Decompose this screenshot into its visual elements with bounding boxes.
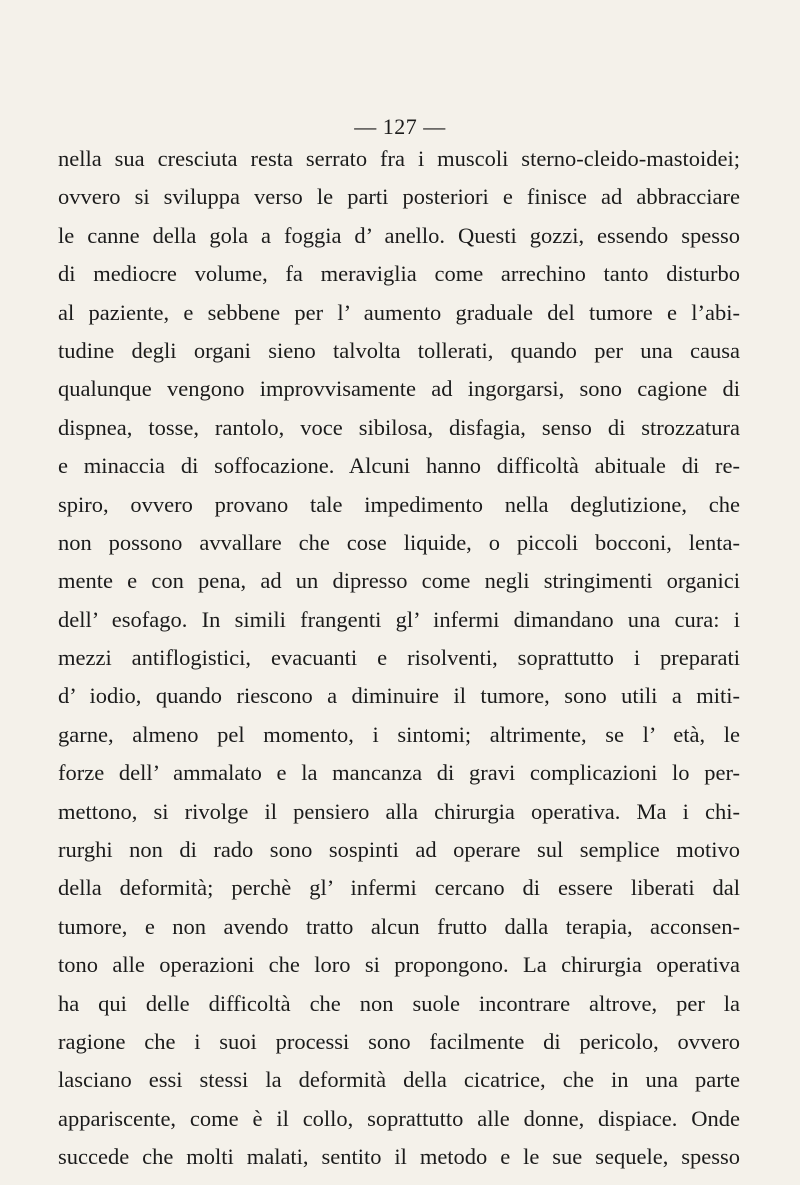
page-number: — 127 —	[354, 114, 446, 139]
text-line: ragione che i suoi processi sono facilmente di pericolo, ovvero	[58, 1028, 740, 1054]
text-line: qualunque vengono improvvisamente ad ingorgarsi, sono cagione di	[58, 376, 740, 402]
text-line: al paziente, e sebbene per l’ aumento graduale del tumore e l’abi-	[58, 299, 740, 325]
text-line: non possono avvallare che cose liquide, o piccoli bocconi, lenta-	[58, 529, 740, 555]
text-line: spiro, ovvero provano tale impedimento nella deglutizione, che	[58, 491, 740, 517]
text-line: tono alle operazioni che loro si propongono. La chirurgia operativa	[58, 952, 740, 978]
text-line: rurghi non di rado sono sospinti ad operare sul semplice motivo	[58, 837, 740, 863]
text-line: appariscente, come è il collo, soprattutto alle donne, dispiace. Onde	[58, 1105, 740, 1131]
text-line: forze dell’ ammalato e la mancanza di gravi complicazioni lo per-	[58, 760, 740, 786]
text-line: della deformità; perchè gl’ infermi cercano di essere liberati dal	[58, 875, 740, 901]
text-line: mezzi antiflogistici, evacuanti e risolventi, soprattutto i preparati	[58, 645, 740, 671]
text-line: tumore, e non avendo tratto alcun frutto dalla terapia, acconsen-	[58, 913, 740, 939]
text-line: garne, almeno pel momento, i sintomi; altrimente, se l’ età, le	[58, 721, 740, 747]
text-line: d’ iodio, quando riescono a diminuire il tumore, sono utili a miti-	[58, 683, 740, 709]
text-line: nella sua cresciuta resta serrato fra i muscoli sterno-cleido-mastoidei;	[58, 146, 740, 171]
body-text	[58, 140, 740, 1177]
text-line: di mediocre volume, fa meraviglia come arrechino tanto disturbo	[58, 261, 740, 287]
text-line: e minaccia di soffocazione. Alcuni hanno difficoltà abituale di re-	[58, 453, 740, 479]
text-line: succede che molti malati, sentito il metodo e le sue sequele, spesso	[58, 1144, 740, 1170]
text-line: dispnea, tosse, rantolo, voce sibilosa, disfagia, senso di strozzatura	[58, 414, 740, 440]
text-line: le canne della gola a foggia d’ anello. Questi gozzi, essendo spesso	[58, 222, 740, 248]
text-line: ovvero si sviluppa verso le parti posteriori e finisce ad abbracciare	[58, 184, 740, 210]
text-line: mettono, si rivolge il pensiero alla chirurgia operativa. Ma i chi-	[58, 798, 740, 824]
text-line: lasciano essi stessi la deformità della cicatrice, che in una parte	[58, 1067, 740, 1093]
text-line: dell’ esofago. In simili frangenti gl’ infermi dimandano una cura: i	[58, 606, 740, 632]
text-line: ha qui delle difficoltà che non suole incontrare altrove, per la	[58, 990, 740, 1016]
text-line: tudine degli organi sieno talvolta tollerati, quando per una causa	[58, 337, 740, 363]
text-line: mente e con pena, ad un dipresso come negli stringimenti organici	[58, 568, 740, 594]
